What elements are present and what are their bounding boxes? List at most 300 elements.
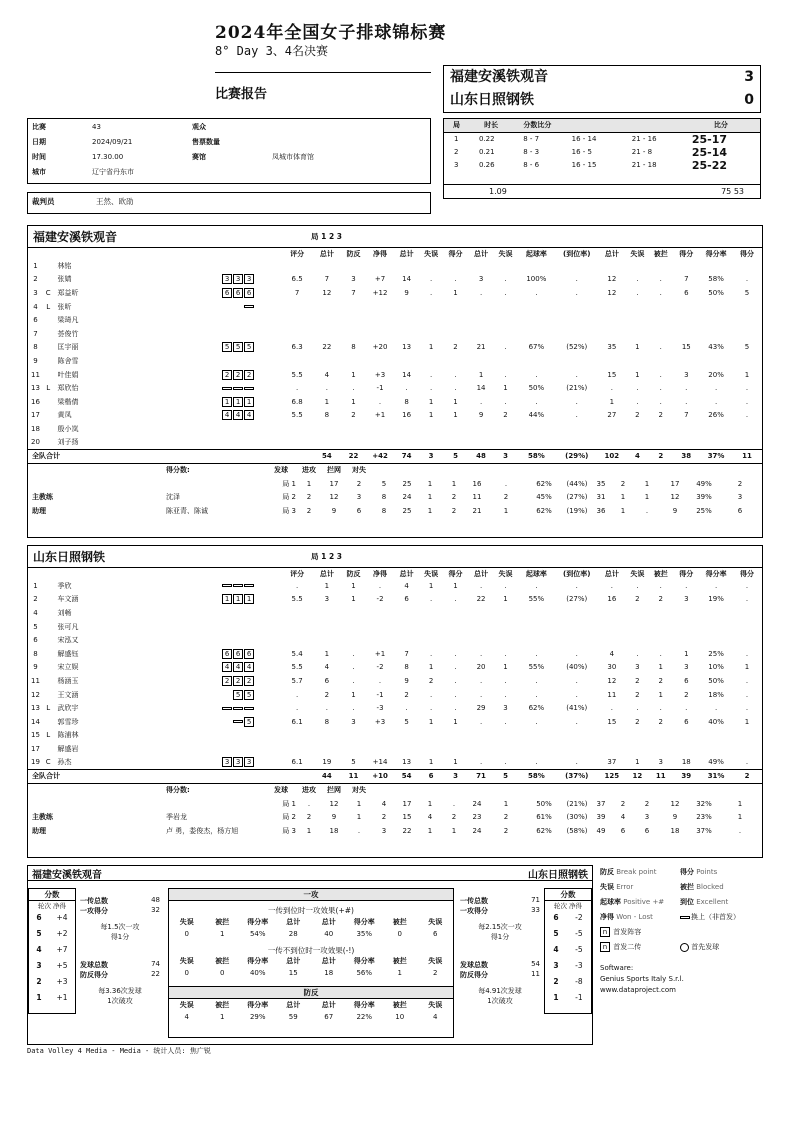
breakdown-cell: 2 bbox=[620, 799, 626, 808]
mid-cell: 59 bbox=[288, 1012, 298, 1021]
breakdown-cell: 1 bbox=[356, 799, 362, 808]
lineup-position: 4 bbox=[233, 662, 243, 672]
mid-row bbox=[169, 1010, 453, 1024]
stat-cell: (21%) bbox=[566, 384, 588, 393]
total-cell: 38 bbox=[672, 449, 700, 463]
player-row bbox=[28, 620, 762, 634]
stat-cell: 1 bbox=[324, 581, 330, 590]
stat-cell bbox=[555, 742, 598, 756]
stat-cell: . bbox=[352, 384, 355, 393]
set-cell: 16 - 5 bbox=[571, 148, 592, 156]
breakdown-header: 发球 bbox=[274, 466, 288, 475]
stat-cell: +20 bbox=[372, 343, 388, 352]
player-role bbox=[43, 273, 54, 287]
set-col-header: 比分 bbox=[682, 119, 760, 132]
total-time: 1.09 bbox=[489, 187, 507, 196]
stat-cell: 44% bbox=[528, 411, 545, 420]
mid-cell: 4 bbox=[184, 1012, 189, 1021]
breakdown-header: 进攻 bbox=[302, 466, 316, 475]
stat-cell: . bbox=[352, 649, 355, 658]
stat-cell: 1 bbox=[658, 690, 663, 699]
player-role bbox=[43, 409, 54, 423]
breakdown-cell: 24 bbox=[402, 493, 412, 502]
note: 每3.36次发球 bbox=[98, 987, 142, 995]
rotation-net: -5 bbox=[575, 945, 583, 954]
stat-cell bbox=[394, 742, 420, 756]
stat-cell bbox=[313, 606, 341, 620]
lineup-cell bbox=[171, 579, 282, 593]
stat-cell bbox=[281, 620, 313, 634]
software-label: Software: bbox=[600, 964, 634, 972]
label: 失误 bbox=[600, 883, 614, 891]
team-a-name: 福建安溪铁观音 bbox=[450, 69, 548, 85]
player-number: 8 bbox=[33, 343, 38, 352]
stat-cell bbox=[341, 300, 367, 314]
player-role bbox=[43, 620, 54, 634]
mid-cell: 0 bbox=[184, 969, 189, 978]
stat-cell: 16 bbox=[607, 595, 617, 604]
breakdown-cell: (21%) bbox=[566, 799, 588, 808]
col-exc: (到位率) bbox=[563, 569, 591, 578]
breakdown-cell: 局 2 bbox=[282, 813, 296, 822]
stat-cell bbox=[732, 313, 762, 327]
player-number: 15 bbox=[30, 731, 40, 740]
stat-cell bbox=[281, 742, 313, 756]
breakdown-cell: 2 bbox=[306, 813, 312, 822]
stat-cell bbox=[366, 300, 394, 314]
referee-box bbox=[27, 192, 431, 214]
stat-cell: 2 bbox=[658, 411, 663, 420]
value: 43 bbox=[92, 122, 101, 131]
coach-label: 主教练 bbox=[32, 493, 53, 502]
stat-cell: 6.1 bbox=[291, 758, 303, 767]
col-total: 总计 bbox=[399, 249, 414, 258]
label: Error bbox=[616, 883, 634, 891]
stat-cell bbox=[672, 422, 700, 436]
total-score: 75 53 bbox=[721, 187, 744, 196]
breakdown-cell: 62% bbox=[536, 506, 552, 515]
rotation-net: -3 bbox=[575, 961, 583, 970]
stat-cell: 2 bbox=[351, 411, 356, 420]
stat-cell: 13 bbox=[402, 758, 412, 767]
set-col-header: 分数比分 bbox=[513, 119, 561, 132]
set-cell: 21 - 18 bbox=[631, 161, 657, 169]
col-pt: 得分 bbox=[679, 569, 694, 578]
stat-cell: . bbox=[504, 288, 507, 297]
rotation-number: 2 bbox=[553, 977, 559, 986]
stat-cell: . bbox=[535, 758, 538, 767]
player-row bbox=[28, 300, 762, 314]
stat-cell bbox=[626, 729, 649, 743]
stat-cell: 15 bbox=[681, 343, 691, 352]
label: 比赛 bbox=[32, 122, 46, 131]
stat-cell bbox=[468, 300, 494, 314]
stat-cell bbox=[394, 620, 420, 634]
stat-cell: 2 bbox=[503, 411, 508, 420]
stat-cell bbox=[281, 633, 313, 647]
set-cell: 0.22 bbox=[479, 135, 495, 143]
stat-cell: 3 bbox=[478, 275, 484, 284]
stat-cell: +7 bbox=[374, 275, 386, 284]
mid-cell: 40 bbox=[324, 929, 334, 938]
mid-col-header: 得分率 bbox=[247, 1000, 269, 1009]
player-row bbox=[28, 422, 762, 436]
stat-cell bbox=[700, 606, 732, 620]
breakdown-cell: 17 bbox=[402, 799, 412, 808]
stat-cell: (40%) bbox=[566, 663, 588, 672]
col-err: 失误 bbox=[630, 569, 645, 578]
stat-cell: . bbox=[504, 649, 507, 658]
stat-cell: 15 bbox=[607, 717, 617, 726]
stat-cell: . bbox=[479, 288, 483, 297]
stat-cell: . bbox=[714, 384, 718, 393]
stat-cell: 1 bbox=[351, 581, 356, 590]
rotation-row bbox=[545, 958, 591, 974]
stat-cell bbox=[555, 633, 598, 647]
rotation-header: 轮次 净得 bbox=[553, 902, 583, 910]
breakdown-cell: 12 bbox=[329, 799, 339, 808]
breakdown-cell: 局 1 bbox=[282, 799, 296, 808]
stat-cell: . bbox=[745, 676, 749, 685]
total-cell: +10 bbox=[366, 769, 394, 783]
stat-cell bbox=[443, 300, 469, 314]
rotation-row bbox=[29, 910, 75, 926]
breakdown-cell: 1 bbox=[427, 799, 433, 808]
stat-cell: . bbox=[575, 690, 578, 699]
stat-cell: . bbox=[479, 717, 483, 726]
rotation-header: 轮次 净得 bbox=[37, 902, 67, 910]
stat-cell bbox=[366, 606, 394, 620]
label: 一传总数 bbox=[460, 897, 488, 905]
col-blocked: 被拦 bbox=[653, 249, 668, 258]
stat-cell bbox=[341, 729, 367, 743]
stat-cell: 1 bbox=[744, 663, 750, 672]
mid-col-header: 得分率 bbox=[247, 917, 269, 926]
stat-cell: 50% bbox=[528, 384, 545, 393]
player-row bbox=[28, 341, 762, 355]
set-cell: 21 - 16 bbox=[631, 135, 657, 143]
breakdown-cell: 62% bbox=[536, 826, 552, 835]
player-name: 武欣宇 bbox=[57, 704, 79, 713]
mid-col-header: 失误 bbox=[179, 1000, 194, 1009]
label: Break point bbox=[616, 868, 657, 876]
stat-cell: . bbox=[479, 758, 483, 767]
stat-cell: 58% bbox=[708, 275, 724, 284]
set-row bbox=[444, 132, 760, 146]
player-role bbox=[43, 688, 54, 702]
stat-cell bbox=[394, 729, 420, 743]
label: Won - Lost bbox=[616, 913, 653, 921]
stat-cell: . bbox=[504, 343, 507, 352]
stat-cell: 5 bbox=[744, 343, 750, 352]
stat-cell bbox=[517, 729, 555, 743]
stat-cell bbox=[555, 620, 598, 634]
team-name: 山东日照钢铁 bbox=[33, 550, 106, 564]
stat-cell: 37 bbox=[607, 758, 617, 767]
lineup-cell bbox=[171, 300, 282, 314]
stat-cell: 2 bbox=[324, 690, 330, 699]
rotation-number: 5 bbox=[553, 929, 559, 938]
stat-cell: 50% bbox=[708, 288, 724, 297]
stat-cell: . bbox=[479, 649, 483, 658]
team-total-label: 全队合计 bbox=[28, 449, 171, 463]
total-cell: 74 bbox=[394, 449, 420, 463]
stat-cell bbox=[672, 729, 700, 743]
lineup-cell bbox=[171, 259, 282, 273]
stat-cell bbox=[394, 259, 420, 273]
breakdown-cell: 4 bbox=[381, 799, 387, 808]
stat-cell bbox=[700, 620, 732, 634]
stat-cell bbox=[517, 313, 555, 327]
stat-cell: . bbox=[429, 704, 433, 713]
player-name: 殷小岚 bbox=[57, 424, 79, 433]
label: 裁判员 bbox=[32, 197, 55, 206]
player-number: 3 bbox=[33, 288, 38, 297]
stat-cell: 62% bbox=[528, 704, 545, 713]
set-breakdown-row bbox=[28, 824, 762, 838]
stat-cell bbox=[517, 300, 555, 314]
stat-cell bbox=[419, 327, 442, 341]
stat-cell: 1 bbox=[478, 370, 484, 379]
stat-cell: 3 bbox=[684, 595, 689, 604]
team-b-section bbox=[27, 545, 763, 858]
total-cell: 2 bbox=[732, 769, 762, 783]
stat-cell bbox=[672, 633, 700, 647]
mid-sub2: 一传不到位时一攻效果(-!) bbox=[267, 945, 355, 955]
stat-cell: . bbox=[454, 649, 457, 658]
col-err: 失误 bbox=[424, 249, 439, 258]
stat-cell: . bbox=[535, 717, 538, 726]
stat-cell: 1 bbox=[658, 663, 663, 672]
stat-cell bbox=[732, 729, 762, 743]
rotation-net: -2 bbox=[575, 913, 583, 922]
stat-cell bbox=[468, 327, 494, 341]
stat-cell: 35 bbox=[607, 343, 617, 352]
label: 一攻得分 bbox=[460, 907, 488, 915]
stat-cell: . bbox=[352, 704, 355, 713]
stat-cell bbox=[598, 606, 626, 620]
label: 防反得分 bbox=[460, 971, 488, 979]
breakdown-cell: 1 bbox=[451, 826, 457, 835]
total-cell: 48 bbox=[468, 449, 494, 463]
mid-col-header: 总计 bbox=[321, 1000, 336, 1009]
mid-cell: 56% bbox=[356, 969, 373, 978]
total-cell: 39 bbox=[672, 769, 700, 783]
stat-cell: 18% bbox=[708, 690, 724, 699]
breakdown-label: 得分数: bbox=[166, 466, 190, 475]
stat-cell bbox=[626, 313, 649, 327]
stat-cell bbox=[555, 422, 598, 436]
stat-cell: 1 bbox=[744, 717, 750, 726]
player-name: 郭雪珍 bbox=[57, 717, 79, 726]
player-name: 季欣 bbox=[57, 581, 72, 590]
stat-cell bbox=[626, 742, 649, 756]
stat-cell: . bbox=[504, 370, 507, 379]
col-err: 失误 bbox=[498, 249, 513, 258]
player-role: C bbox=[45, 758, 51, 767]
stat-cell: 19 bbox=[322, 758, 332, 767]
rotation-row bbox=[545, 942, 591, 958]
col-total: 总计 bbox=[474, 249, 489, 258]
breakdown-cell: 2 bbox=[644, 799, 650, 808]
breakdown-cell: 45% bbox=[536, 493, 552, 502]
stat-cell bbox=[626, 422, 649, 436]
stat-cell: . bbox=[429, 595, 433, 604]
breakdown-cell: 1 bbox=[451, 479, 457, 488]
breakdown-cell: 23% bbox=[696, 813, 712, 822]
stat-cell: 7 bbox=[684, 411, 689, 420]
lineup-position: 6 bbox=[222, 288, 232, 298]
assistant-label: 助理 bbox=[32, 826, 46, 835]
breakdown-cell: 3 bbox=[356, 493, 362, 502]
lineup-position: 6 bbox=[244, 288, 254, 298]
footer: Data Volley 4 Media - Media - 统计人员: 焦广锐 bbox=[27, 1047, 211, 1055]
stat-cell: . bbox=[535, 288, 538, 297]
lineup-cell bbox=[171, 368, 282, 382]
breakdown-cell: . bbox=[738, 826, 742, 835]
stat-cell bbox=[672, 354, 700, 368]
stat-cell bbox=[443, 313, 469, 327]
mid-cell: 15 bbox=[288, 969, 298, 978]
stat-cell: . bbox=[745, 595, 749, 604]
mid-cell: 35% bbox=[356, 929, 373, 938]
stat-cell: . bbox=[479, 690, 483, 699]
stat-cell bbox=[494, 300, 517, 314]
mid-col-header: 被拦 bbox=[215, 917, 230, 926]
stat-cell: 2 bbox=[658, 717, 663, 726]
stat-cell bbox=[672, 742, 700, 756]
stat-cell: 18 bbox=[681, 758, 691, 767]
stat-cell bbox=[598, 436, 626, 450]
stat-cell: . bbox=[659, 397, 662, 406]
stat-cell: . bbox=[535, 676, 538, 685]
stat-cell: . bbox=[745, 411, 749, 420]
col-bp: 防反 bbox=[346, 249, 361, 258]
player-role bbox=[43, 327, 54, 341]
stat-cell bbox=[281, 422, 313, 436]
stat-cell bbox=[394, 633, 420, 647]
stat-cell: 3 bbox=[684, 370, 689, 379]
rotation-net: +4 bbox=[56, 913, 68, 922]
player-number: 16 bbox=[30, 397, 40, 406]
breakdown-cell: 4 bbox=[620, 813, 626, 822]
stat-cell: 20% bbox=[708, 370, 724, 379]
lineup-position: 4 bbox=[233, 410, 243, 420]
breakdown-cell: 局 3 bbox=[282, 826, 296, 835]
stat-cell bbox=[419, 313, 442, 327]
set-cell: 16 - 15 bbox=[571, 161, 597, 169]
breakdown-cell: 2 bbox=[451, 506, 457, 515]
stat-cell bbox=[419, 729, 442, 743]
stat-cell bbox=[517, 327, 555, 341]
bottom-summary bbox=[27, 865, 593, 1045]
stat-cell bbox=[281, 354, 313, 368]
stat-cell: 2 bbox=[453, 343, 458, 352]
stat-cell: 1 bbox=[609, 397, 615, 406]
player-number: 11 bbox=[30, 676, 40, 685]
stat-cell: 3 bbox=[684, 663, 689, 672]
stat-cell bbox=[555, 436, 598, 450]
note: 每1.5次一攻 bbox=[100, 923, 140, 931]
set-row bbox=[444, 159, 760, 172]
stat-cell: 1 bbox=[744, 370, 750, 379]
stat-cell bbox=[517, 620, 555, 634]
mid-cell: 18 bbox=[324, 969, 334, 978]
rotation-row bbox=[29, 974, 75, 990]
stat-cell bbox=[394, 354, 420, 368]
lineup-position: 3 bbox=[244, 274, 254, 284]
stat-cell: 27 bbox=[607, 411, 617, 420]
lineup-position: 1 bbox=[244, 594, 254, 604]
stat-cell: . bbox=[295, 384, 299, 393]
stat-cell: +1 bbox=[374, 411, 386, 420]
stat-cell: . bbox=[610, 704, 613, 713]
rotation-number: 1 bbox=[36, 993, 42, 1002]
stat-cell: . bbox=[659, 384, 662, 393]
player-row bbox=[28, 313, 762, 327]
software-url: www.dataproject.com bbox=[600, 986, 676, 994]
stat-cell bbox=[732, 354, 762, 368]
stat-cell: 12 bbox=[607, 275, 617, 284]
label: 到位 bbox=[680, 898, 694, 906]
lineup-cell bbox=[171, 327, 282, 341]
stat-cell bbox=[598, 313, 626, 327]
rotation-number: 3 bbox=[36, 961, 42, 970]
stat-cell: . bbox=[378, 397, 382, 406]
col-total: 总计 bbox=[604, 569, 619, 578]
stat-cell bbox=[313, 422, 341, 436]
breakdown-cell: 62% bbox=[536, 479, 552, 488]
stat-cell: +12 bbox=[372, 288, 388, 297]
breakdown-cell: 16 bbox=[472, 479, 482, 488]
stat-cell bbox=[732, 633, 762, 647]
total-cell: 11 bbox=[341, 769, 367, 783]
stat-cell: . bbox=[378, 581, 382, 590]
value: 54 bbox=[531, 960, 540, 968]
value: 22 bbox=[151, 970, 160, 978]
stat-cell: 2 bbox=[635, 411, 640, 420]
stat-cell: . bbox=[352, 676, 355, 685]
stat-cell: . bbox=[714, 397, 718, 406]
stat-cell: 1 bbox=[428, 758, 434, 767]
stat-cell: 12 bbox=[607, 676, 617, 685]
stat-cell bbox=[494, 742, 517, 756]
stat-cell: . bbox=[745, 581, 749, 590]
breakdown-cell: 2 bbox=[620, 479, 626, 488]
note: 得1分 bbox=[110, 933, 130, 941]
col-err: 失误 bbox=[424, 569, 439, 578]
player-row bbox=[28, 273, 762, 287]
stat-cell: . bbox=[685, 581, 688, 590]
player-row bbox=[28, 354, 762, 368]
player-number: 13 bbox=[30, 704, 40, 713]
stat-cell: 2 bbox=[635, 676, 640, 685]
stat-cell: . bbox=[454, 370, 457, 379]
stat-cell: 6.3 bbox=[291, 343, 303, 352]
player-number: 13 bbox=[30, 384, 40, 393]
stat-cell bbox=[313, 300, 341, 314]
stat-cell bbox=[626, 633, 649, 647]
lineup-cell bbox=[171, 273, 282, 287]
stat-cell: 7 bbox=[294, 288, 300, 297]
breakdown-cell: 9 bbox=[331, 813, 337, 822]
stat-cell: . bbox=[659, 704, 662, 713]
stat-cell bbox=[366, 620, 394, 634]
player-role bbox=[43, 742, 54, 756]
stat-cell: 15 bbox=[607, 370, 617, 379]
player-name: 陈舍雪 bbox=[57, 356, 79, 365]
stat-cell: . bbox=[745, 758, 749, 767]
